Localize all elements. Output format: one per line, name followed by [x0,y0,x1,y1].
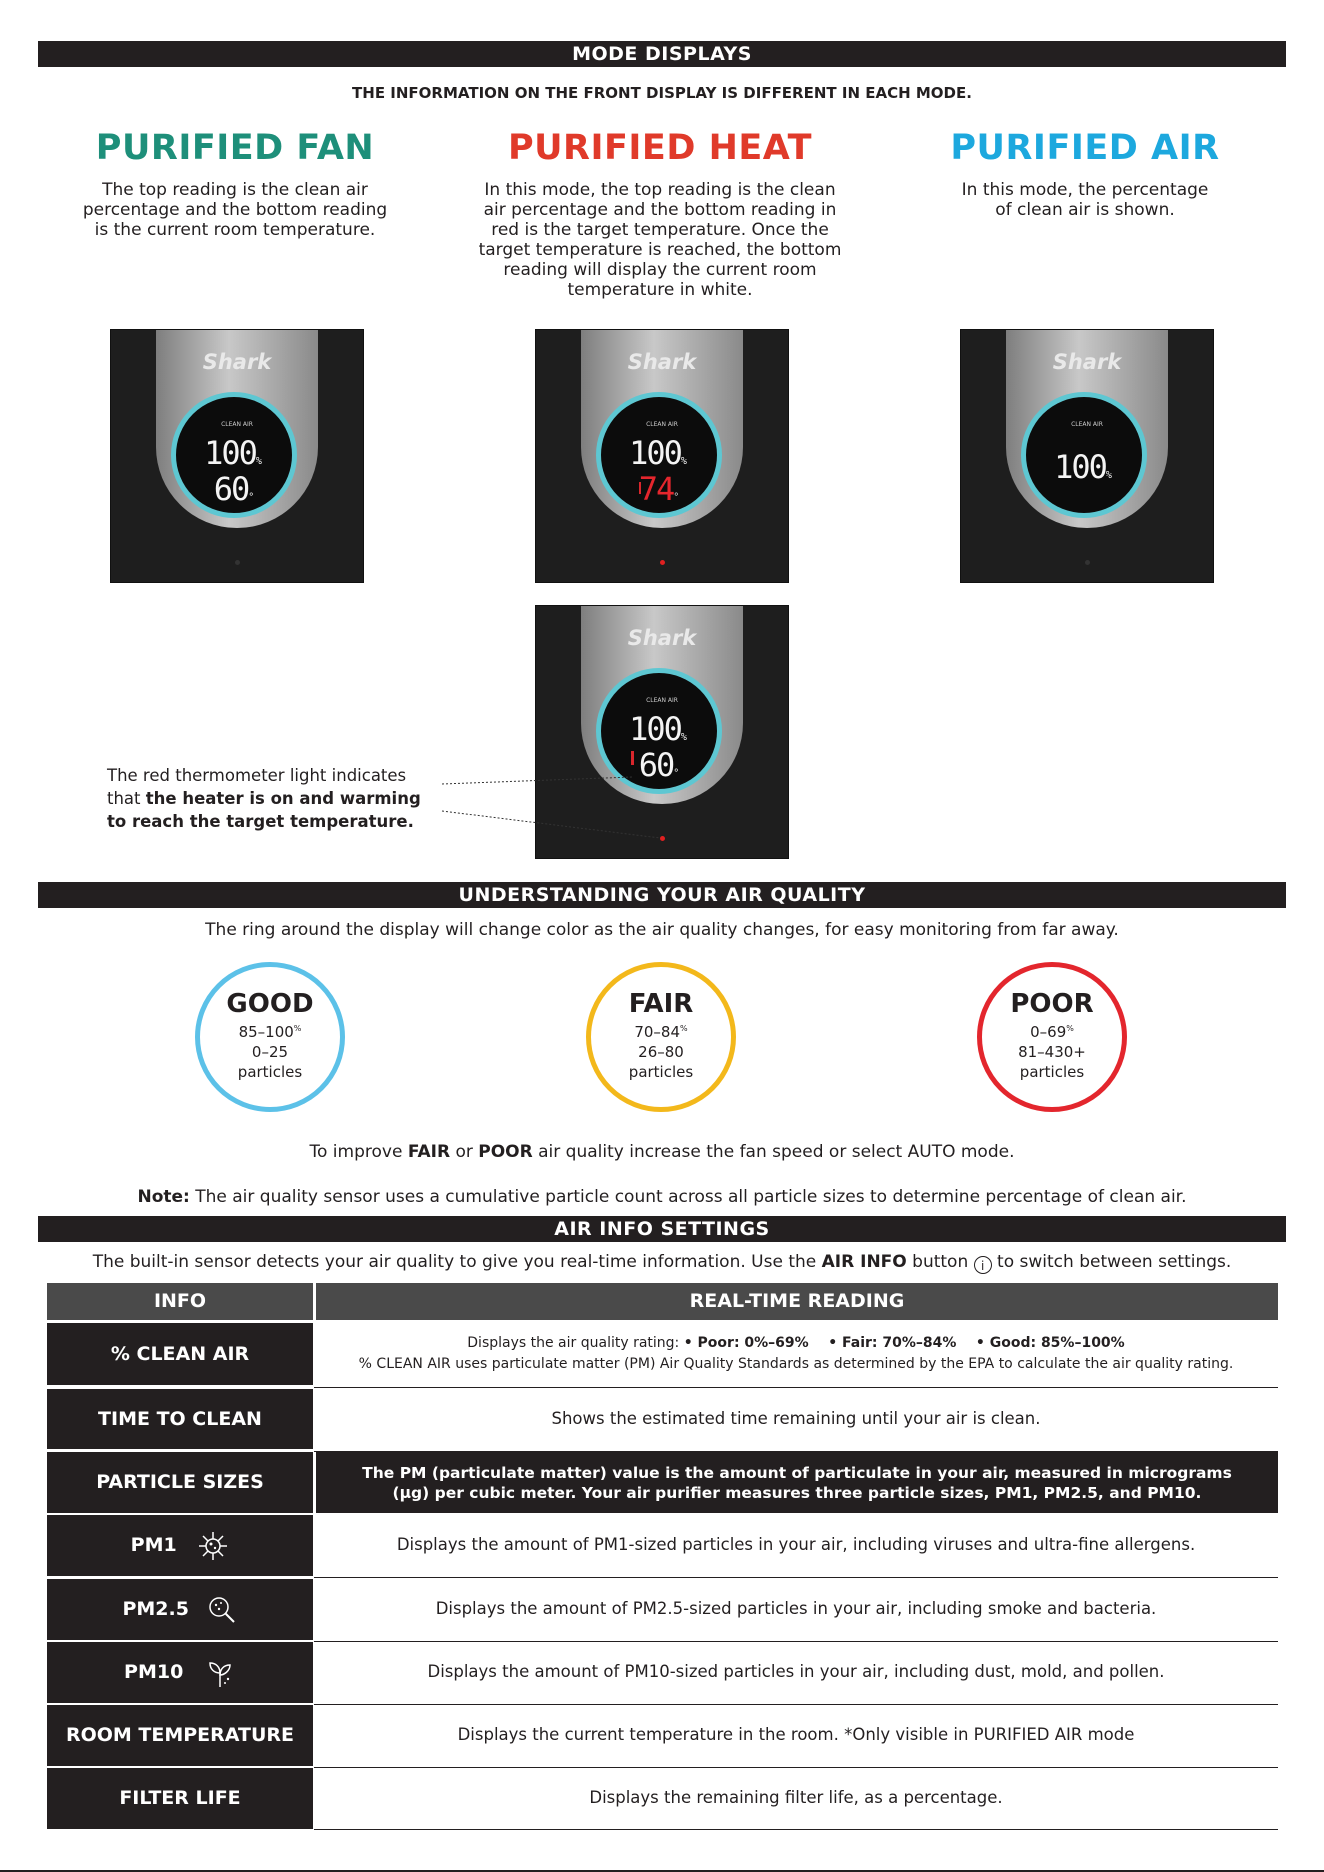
note-text: Note: The air quality sensor uses a cumulative particle count across all particle sizes to determine percentage of clean air. [137,1187,1187,1207]
row-label-filter-life: FILTER LIFE [47,1768,313,1829]
mode-desc-purified-air: In this mode, the percentage of clean air is shown. [961,180,1209,220]
col-header-reading: REAL-TIME READING [316,1283,1278,1320]
air-info-header: AIR INFO SETTINGS [38,1216,1286,1242]
clean-air-reading: 100% [1054,448,1112,486]
temperature-reading: 60° [638,746,680,784]
mode-displays-subheader: THE INFORMATION ON THE FRONT DISPLAY IS DIFFERENT IN EACH MODE. [352,84,972,102]
mode-desc-purified-fan: The top reading is the clean air percentage and the bottom reading is the current room temperature. [82,180,388,240]
magnifier-icon [206,1594,238,1626]
shark-logo: Shark [1052,350,1122,374]
row-label-pm25: PM2.5 [47,1579,313,1640]
shark-logo: Shark [202,350,272,374]
device-display-purified-heat: Shark CLEAN AIR 100% 74° [535,329,789,583]
row-label-clean-air: % CLEAN AIR [47,1323,313,1385]
row-reading-pm10: Displays the amount of PM10-sized particles in your air, including dust, mold, and pollen. [427,1662,1165,1681]
device-display-purified-fan: Shark CLEAN AIR 100% 60° [110,329,364,583]
aq-level-good: GOOD 85–100% 0–25 particles [195,962,345,1112]
row-reading-filter-life: Displays the remaining filter life, as a percentage. [589,1788,1003,1807]
device-display-heater-warming: Shark CLEAN AIR 100% 60° [535,605,789,859]
mode-title-purified-fan: PURIFIED FAN [95,128,375,168]
shark-logo: Shark [627,626,697,650]
mode-title-purified-air: PURIFIED AIR [950,128,1220,168]
row-reading-time-to-clean: Shows the estimated time remaining until your air is clean. [551,1409,1041,1428]
air-quality-intro: The ring around the display will change color as the air quality changes, for easy monitoring from far away. [205,920,1119,940]
sprout-icon [204,1657,236,1689]
row-reading-pm1: Displays the amount of PM1-sized particles in your air, including viruses and ultra-fine allergens. [396,1535,1196,1554]
info-button-icon: i [974,1256,992,1274]
clean-air-reading: 100% [629,710,687,748]
aq-level-fair: FAIR 70–84% 26–80 particles [586,962,736,1112]
row-label-particle-sizes: PARTICLE SIZES [47,1452,313,1513]
row-reading-particle-sizes: The PM (particulate matter) value is the amount of particulate in your air, measured in micrograms (μg) per cubic meter. Your air purifier measures three particle sizes, PM1, PM2.5, and PM10. [316,1452,1278,1513]
mode-displays-header: MODE DISPLAYS [38,41,1286,67]
improve-text: To improve FAIR or POOR air quality increase the fan speed or select AUTO mode. [309,1142,1015,1162]
aq-level-poor: POOR 0–69% 81–430+ particles [977,962,1127,1112]
col-header-info: INFO [47,1283,313,1320]
row-label-pm1: PM1 [47,1515,313,1576]
row-reading-clean-air: Displays the air quality rating: • Poor: 0%–69% • Fair: 70%–84% • Good: 85%–100% % CLEAN AIR uses particulate matter (PM) Air Quality Standards as determined by the EPA to calculate the air quality rating. [358,1335,1234,1372]
clean-air-reading: 100% [629,434,687,472]
row-label-pm10: PM10 [47,1642,313,1703]
row-reading-pm25: Displays the amount of PM2.5-sized particles in your air, including smoke and bacteria. [435,1599,1157,1618]
air-info-intro: The built-in sensor detects your air quality to give you real-time information. Use the AIR INFO button i to switch between settings. [92,1252,1232,1273]
heater-callout: The red thermometer light indicates that the heater is on and warming to reach the target temperature. [107,766,421,831]
row-label-room-temperature: ROOM TEMPERATURE [47,1705,313,1766]
mode-desc-purified-heat: In this mode, the top reading is the clean air percentage and the bottom reading in red is the target temperature. Once the target temperature is reached, the bottom reading will display the current room temperature in white. [478,180,842,300]
clean-air-reading: 100% [204,434,262,472]
device-display-purified-air: Shark CLEAN AIR 100% [960,329,1214,583]
air-quality-header: UNDERSTANDING YOUR AIR QUALITY [38,882,1286,908]
row-reading-room-temperature: Displays the current temperature in the room. *Only visible in PURIFIED AIR mode [457,1725,1135,1744]
virus-icon [197,1530,229,1562]
target-temperature-reading: 74° [638,470,680,508]
row-label-time-to-clean: TIME TO CLEAN [47,1389,313,1449]
shark-logo: Shark [627,350,697,374]
mode-title-purified-heat: PURIFIED HEAT [507,128,813,168]
temperature-reading: 60° [213,470,255,508]
